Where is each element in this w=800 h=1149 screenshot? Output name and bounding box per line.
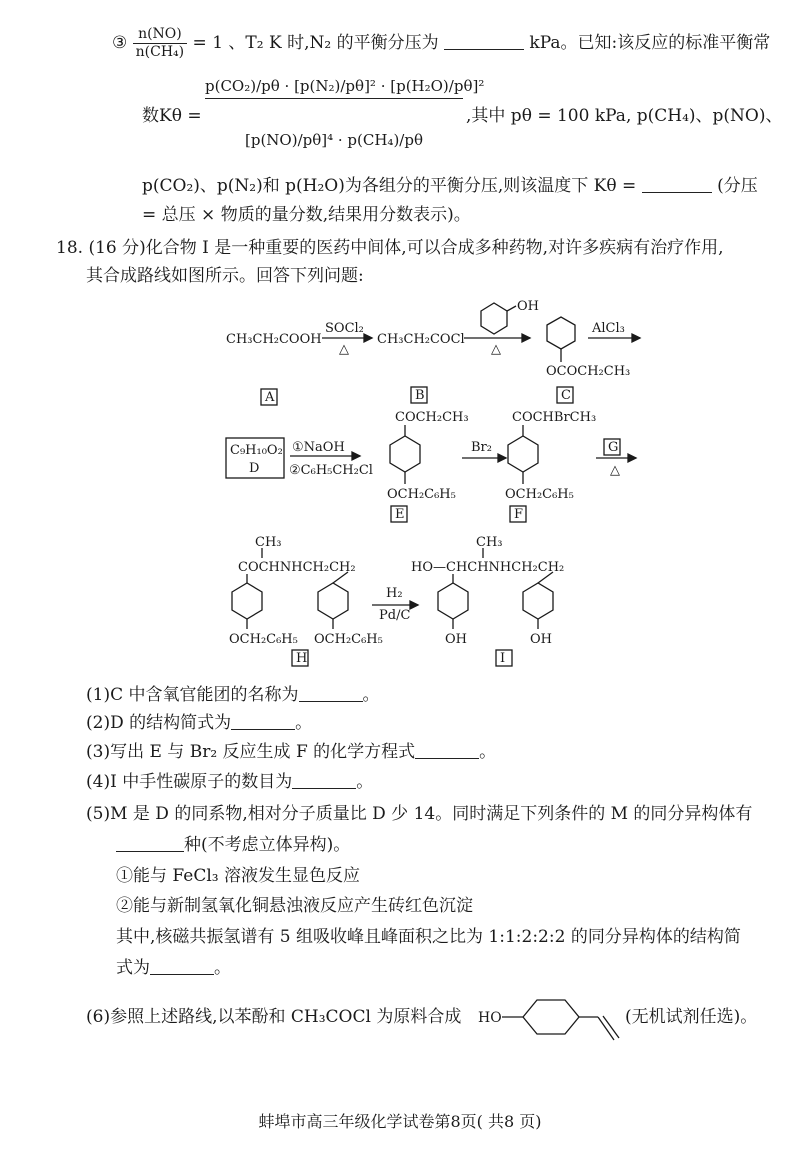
reagent-benzyl-chloride: ②C₆H₅CH₂Cl bbox=[289, 463, 373, 478]
label-i: I bbox=[500, 651, 506, 666]
target-ho: HO bbox=[478, 1010, 502, 1026]
compound-a: CH₃CH₂COOH bbox=[226, 332, 322, 347]
compound-i-methyl: CH₃ bbox=[476, 535, 503, 550]
target-molecule-drawing bbox=[502, 1000, 619, 1040]
q17-line4: = 总压 × 物质的量分数,结果用分数表示)。 bbox=[142, 205, 471, 225]
compound-h-right-sub: OCH₂C₆H₅ bbox=[314, 632, 383, 647]
k-numerator: p(CO₂)/pθ · [p(N₂)/pθ]² · [p(H₂O)/pθ]² bbox=[205, 74, 463, 99]
q17-line3: p(CO₂)、p(N₂)和 p(H₂O)为各组分的平衡分压,则该温度下 Kθ = (分压 bbox=[142, 176, 758, 196]
label-a: A bbox=[265, 390, 275, 405]
reagent-alcl3: AlCl₃ bbox=[592, 321, 625, 336]
compound-d-formula: C₉H₁₀O₂ bbox=[230, 443, 283, 458]
heat-symbol: △ bbox=[610, 463, 620, 478]
compound-i-left-oh: OH bbox=[445, 632, 467, 647]
k-prefix: 数Kθ = bbox=[142, 106, 202, 126]
k-suffix: ,其中 pθ = 100 kPa, p(CH₄)、p(NO)、 bbox=[466, 106, 783, 126]
reagent-g: G bbox=[608, 440, 619, 455]
k-denominator: [p(NO)/pθ]⁴ · p(CH₄)/pθ bbox=[244, 131, 423, 149]
compound-e-top: COCH₂CH₃ bbox=[395, 410, 469, 425]
compound-e-bottom: OCH₂C₆H₅ bbox=[387, 487, 456, 502]
answer-blank[interactable] bbox=[231, 711, 295, 730]
q17-item3: ③ $\frac{n(NO)}{\text{n(CH₄)}}$ = 1 、T₂ K 时,N₂ 的平衡分压为 kPa。已知:该反应的标准平衡常 bbox=[112, 26, 771, 60]
q18-sub5-line5: 式为 。 bbox=[116, 958, 231, 978]
label-f: F bbox=[514, 507, 524, 522]
ratio-fraction: $\frac{n(NO)}{\text{n(CH₄)}}$ bbox=[133, 26, 187, 61]
q18-heading-2: 其合成路线如图所示。回答下列问题: bbox=[86, 266, 364, 286]
compound-f-bottom: OCH₂C₆H₅ bbox=[505, 487, 574, 502]
q18-sub6-tail: (无机试剂任选)。 bbox=[625, 1007, 758, 1027]
q18-sub5-line2: 种(不考虑立体异构)。 bbox=[116, 833, 350, 857]
q18-sub4: (4)I 中手性碳原子的数目为 。 bbox=[86, 772, 374, 792]
phenol-oh: OH bbox=[517, 299, 539, 314]
reagent-naoh: ①NaOH bbox=[292, 440, 345, 455]
compound-b: CH₃CH₂COCl bbox=[377, 332, 465, 347]
reagent-br2: Br₂ bbox=[471, 440, 492, 455]
q18-sub3: (3)写出 E 与 Br₂ 反应生成 F 的化学方程式 。 bbox=[86, 742, 497, 762]
compound-h-chain: COCHNHCH₂CH₂ bbox=[238, 560, 356, 575]
answer-blank[interactable] bbox=[292, 770, 356, 789]
reagent-socl2: SOCl₂ bbox=[325, 321, 364, 336]
q18-sub6: (6)参照上述路线,以苯酚和 CH₃COCl 为原料合成 bbox=[86, 1007, 462, 1027]
q18-heading: 18. (16 分)化合物 I 是一种重要的医药中间体,可以合成多种药物,对许多疾病有治疗作用, bbox=[56, 238, 724, 258]
compound-c-substituent: OCOCH₂CH₃ bbox=[546, 364, 631, 379]
q18-sub1: (1)C 中含氧官能团的名称为 。 bbox=[86, 685, 380, 705]
answer-blank[interactable] bbox=[116, 833, 184, 852]
heat-symbol: △ bbox=[491, 342, 501, 357]
label-d: D bbox=[249, 461, 260, 476]
catalyst-pdc: Pd/C bbox=[379, 608, 411, 623]
compound-f-top: COCHBrCH₃ bbox=[512, 410, 597, 425]
answer-blank[interactable] bbox=[415, 740, 479, 759]
label-h: H bbox=[296, 651, 308, 666]
compound-h-left-sub: OCH₂C₆H₅ bbox=[229, 632, 298, 647]
label-c: C bbox=[561, 388, 571, 403]
label-e: E bbox=[395, 507, 405, 522]
q18-sub5-cond1: ①能与 FeCl₃ 溶液发生显色反应 bbox=[116, 866, 360, 886]
answer-blank[interactable] bbox=[150, 956, 214, 975]
compound-h-methyl: CH₃ bbox=[255, 535, 282, 550]
q18-sub5: (5)M 是 D 的同系物,相对分子质量比 D 少 14。同时满足下列条件的 M 的同分异构体有 bbox=[86, 804, 753, 824]
q18-sub5-cond2: ②能与新制氢氧化铜悬浊液反应产生砖红色沉淀 bbox=[116, 896, 473, 916]
compound-i-right-oh: OH bbox=[530, 632, 552, 647]
q18-sub5-nmr: 其中,核磁共振氢谱有 5 组吸收峰且峰面积之比为 1:1:2:2:2 的同分异构体的结构简 bbox=[116, 927, 741, 947]
heat-symbol: △ bbox=[339, 342, 349, 357]
answer-blank[interactable] bbox=[299, 683, 363, 702]
compound-i-chain: HO—CHCHNHCH₂CH₂ bbox=[411, 560, 565, 575]
page-footer: 蚌埠市高三年级化学试卷第8页( 共8 页) bbox=[258, 1112, 542, 1131]
label-b: B bbox=[415, 388, 425, 403]
q18-sub2: (2)D 的结构简式为 。 bbox=[86, 713, 313, 733]
reagent-h2: H₂ bbox=[386, 586, 403, 601]
